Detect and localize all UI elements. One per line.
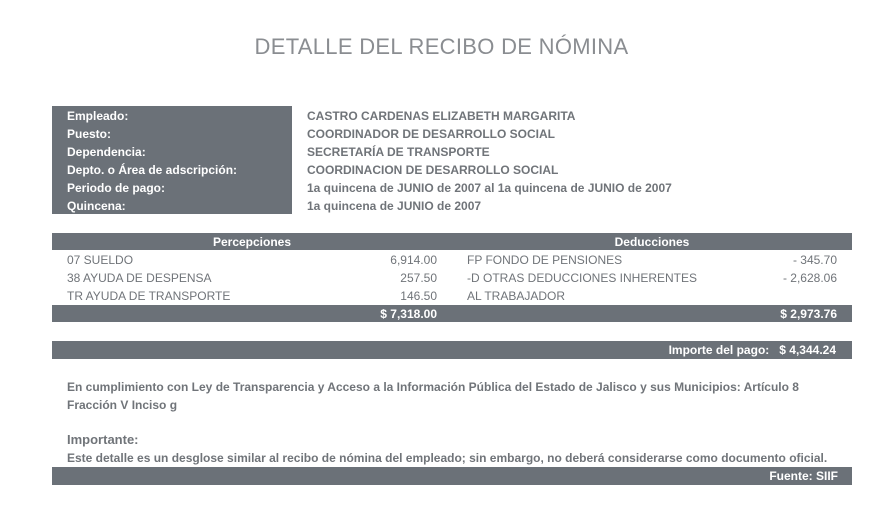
value-empleado: CASTRO CARDENAS ELIZABETH MARGARITA bbox=[307, 109, 576, 123]
value-periodo: 1a quincena de JUNIO de 2007 al 1a quincena de JUNIO de 2007 bbox=[307, 181, 672, 195]
important-heading: Importante: bbox=[67, 432, 139, 447]
label-depto: Depto. o Área de adscripción: bbox=[67, 163, 238, 177]
percepcion-amount: 146.50 bbox=[400, 289, 437, 303]
source-label: Fuente: SIIF bbox=[769, 469, 838, 483]
percepciones-header: Percepciones bbox=[212, 235, 292, 249]
importe-bar bbox=[52, 341, 852, 359]
value-quincena: 1a quincena de JUNIO de 2007 bbox=[307, 199, 482, 213]
percepcion-concept: TR AYUDA DE TRANSPORTE bbox=[67, 289, 231, 303]
deduccion-concept: AL TRABAJADOR bbox=[467, 289, 566, 303]
employee-labels-panel bbox=[52, 106, 292, 214]
deducciones-header: Deducciones bbox=[614, 235, 690, 249]
employee-info-block bbox=[52, 106, 852, 214]
value-depto: COORDINACION DE DESARROLLO SOCIAL bbox=[307, 163, 559, 177]
source-bar bbox=[52, 467, 852, 485]
value-puesto: COORDINADOR DE DESARROLLO SOCIAL bbox=[307, 127, 556, 141]
page-title: DETALLE DEL RECIBO DE NÓMINA bbox=[254, 34, 629, 59]
deduccion-amount: - 2,628.06 bbox=[782, 271, 837, 285]
deducciones-total: $ 2,973.76 bbox=[780, 307, 837, 321]
totals-bar bbox=[52, 305, 852, 322]
importe-label: Importe del pago: bbox=[668, 343, 770, 357]
importe-value: $ 4,344.24 bbox=[779, 343, 836, 357]
concepts-header-bar bbox=[52, 233, 852, 250]
label-empleado: Empleado: bbox=[67, 109, 129, 123]
transparency-note: En cumplimiento con Ley de Transparencia y Acceso a la Información Pública del Estado de Jalisco y sus Municipios: Artículo 8 Fracción V Inciso g bbox=[67, 380, 799, 412]
percepcion-concept: 07 SUELDO bbox=[67, 253, 134, 267]
importe-group bbox=[669, 343, 836, 357]
label-periodo: Periodo de pago: bbox=[67, 181, 166, 195]
deduccion-concept: -D OTRAS DEDUCCIONES INHERENTES bbox=[467, 271, 698, 285]
important-text: Este detalle es un desglose similar al recibo de nómina del empleado; sin embargo, no deberá considerarse como documento oficial. bbox=[67, 451, 828, 465]
deduccion-concept: FP FONDO DE PENSIONES bbox=[467, 253, 623, 267]
deduccion-amount: - 345.70 bbox=[792, 253, 837, 267]
percepcion-amount: 6,914.00 bbox=[390, 253, 437, 267]
percepciones-total: $ 7,318.00 bbox=[380, 307, 437, 321]
percepcion-concept: 38 AYUDA DE DESPENSA bbox=[67, 271, 212, 285]
percepcion-amount: 257.50 bbox=[400, 271, 437, 285]
label-dependencia: Dependencia: bbox=[67, 145, 146, 159]
value-dependencia: SECRETARÍA DE TRANSPORTE bbox=[307, 145, 490, 159]
label-quincena: Quincena: bbox=[67, 199, 126, 213]
label-puesto: Puesto: bbox=[67, 127, 112, 141]
